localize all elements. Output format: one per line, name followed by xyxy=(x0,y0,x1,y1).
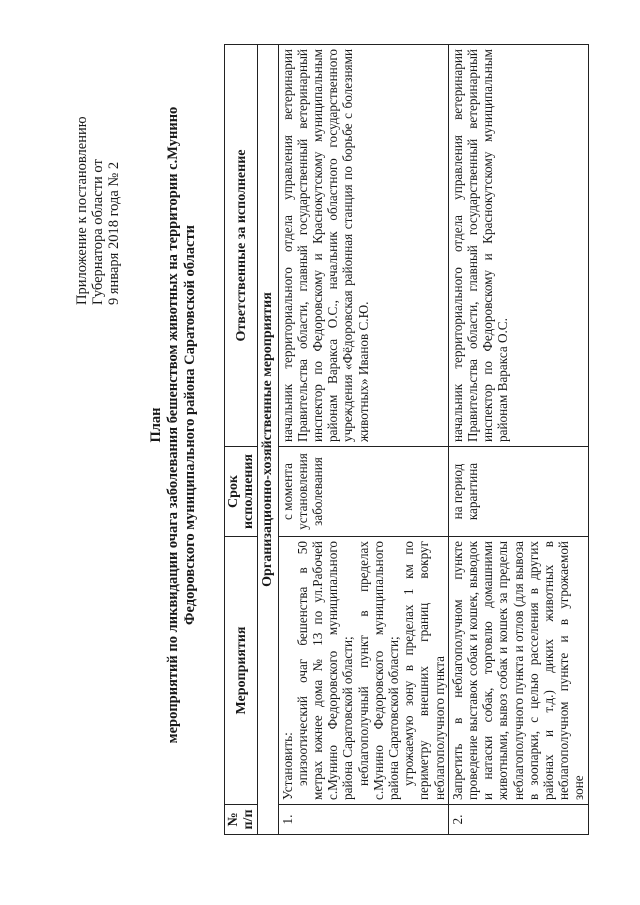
header-term: Срок исполнения xyxy=(225,447,258,537)
measure-item: неблагополучный пункт в пределах с.Мунино Федоровского муниципального района Саратовской области; xyxy=(355,541,402,800)
measure-item: эпизоотический очаг бешенства в 50 метрах южнее дома № 13 по ул.Рабочей с.Мунино Федоровского муниципального района Саратовской области; xyxy=(294,541,356,800)
measure-item: Запретить в неблагополучном пункте проведение выставок собак и кошек, выводок и натаски собак, торговлю домашними животными, вывоз собак и кошек за пределы неблагополучного пункта и отлов (для вывоза в зоопарки, с целью расселения в других районах и т.д.) диких животных в неблагополучном пункте и в угрожаемой зоне xyxy=(449,541,587,800)
annex-line-2: Губернатора области от xyxy=(90,159,106,305)
table-row xyxy=(278,45,448,835)
title-line-2: Федоровского муниципального района Саратовской области xyxy=(182,225,198,625)
row-measures xyxy=(278,537,448,805)
table-header-row xyxy=(225,45,258,835)
row-responsible xyxy=(448,45,588,447)
annex-line-3: 9 января 2018 года № 2 xyxy=(106,161,122,305)
term-text: с момента установления заболевания xyxy=(279,453,326,530)
annex-line-1: Приложение к постановлению xyxy=(74,116,90,305)
row-num: 1. xyxy=(278,805,448,835)
section-title: Организационно-хозяйственные мероприятия xyxy=(258,45,278,835)
header-measures: Мероприятия xyxy=(225,537,258,805)
row-responsible xyxy=(278,45,448,447)
section-row xyxy=(258,45,278,835)
row-term xyxy=(278,447,448,537)
measure-item: угрожаемую зону в пределах 1 км по периметру внешних границ вокруг неблагополучного пункта xyxy=(401,541,447,800)
annex-note xyxy=(74,65,122,305)
header-num: № п/п xyxy=(225,805,258,835)
header-responsible: Ответственные за исполнение xyxy=(225,45,258,447)
title-line-1: мероприятий по ликвидации очага заболевания бешенством животных на территории с.Мунино xyxy=(165,106,181,744)
responsible-text: начальник территориального отдела управления ветеринарии Правительства области, главный государственный ветеринарный инспектор по Федоровскому и Краснокутскому муниципальным районам Варакса О.С. xyxy=(449,49,511,442)
row-term xyxy=(448,447,588,537)
table-row xyxy=(448,45,588,835)
title-heading: План xyxy=(148,407,164,443)
row-measures xyxy=(448,537,588,805)
responsible-text: начальник территориального отдела управления ветеринарии Правительства области, главный государственный ветеринарный инспектор по Федоровскому и Краснокутскому муниципальным районам Варакса О.С., начальник областного государственного учреждения «Фёдоровская районная станция по борьбе с болезнями животных» Иванов С.Ю. xyxy=(279,49,371,442)
row-num: 2. xyxy=(448,805,588,835)
term-text: на период карантина xyxy=(449,462,481,521)
measure-intro: Установить: xyxy=(279,732,295,800)
document-title xyxy=(148,75,199,775)
measures-table xyxy=(224,44,589,835)
